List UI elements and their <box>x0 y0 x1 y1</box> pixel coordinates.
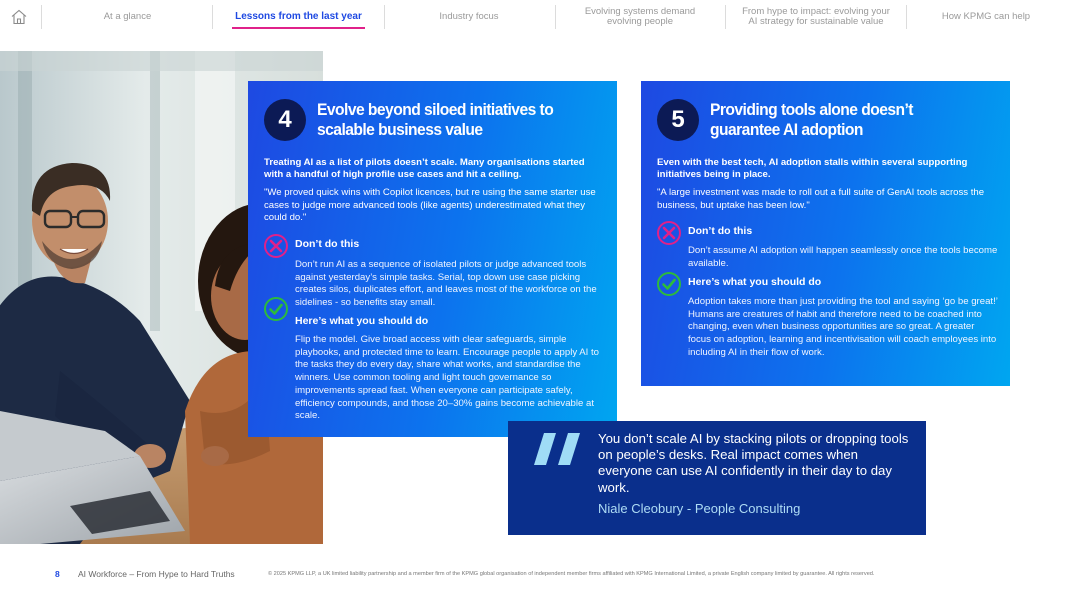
do-heading: Here’s what you should do <box>688 276 822 288</box>
do-body: Flip the model. Give broad access with clear safeguards, simple playbooks, and protected time to learn. Encourage people to apply AI to the tasks they do every day, share what works, and standardise the winners. Use common tooling and light touch governance so improvements spread fast. When everyone can participate safely, efficiency compounds, and those 20–30% gains become achievable at scale. <box>295 334 600 422</box>
check-icon <box>656 271 682 297</box>
card-lead: Treating AI as a list of pilots doesn’t scale. Many organisations started with a handful of high profile use cases and hit a ceiling. <box>264 157 585 180</box>
dont-heading: Don’t do this <box>688 225 753 237</box>
tab-from-hype-to-impact[interactable]: From hype to impact: evolving your AI strategy for sustainable value <box>742 6 890 27</box>
document-title: AI Workforce – From Hype to Hard Truths <box>78 569 235 579</box>
nav-divider <box>555 5 556 29</box>
pull-quote-author: Niale Cleobury - People Consulting <box>598 501 801 516</box>
tab-evolving-systems[interactable]: Evolving systems demand evolving people <box>584 6 696 27</box>
card-number-badge: 5 <box>657 99 699 141</box>
tab-how-kpmg-can-help[interactable]: How KPMG can help <box>941 11 1031 22</box>
page-number: 8 <box>55 569 60 579</box>
card-title: Evolve beyond siloed initiatives to scalable business value <box>317 100 554 139</box>
check-icon <box>263 296 289 322</box>
cross-icon <box>656 220 682 246</box>
quotation-marks-icon <box>534 433 586 473</box>
nav-divider <box>41 5 42 29</box>
top-navigation <box>0 0 1067 34</box>
lesson-card-4 <box>248 81 617 437</box>
do-body: Adoption takes more than just providing the tool and saying ‘go be great!’ Humans are creatures of habit and therefore need to be coached into changing, even when business opportunities are so great. A greater focus on adoption, learning and incentivisation will coach employees into including AI in their flow of work. <box>688 296 998 358</box>
card-quote: "We proved quick wins with Copilot licences, but re using the same starter use cases to judge more advanced tools (like agents) underestimated what they could do." <box>264 187 596 223</box>
card-lead: Even with the best tech, AI adoption stalls within several supporting initiatives being in place. <box>657 157 968 180</box>
dont-heading: Don’t do this <box>295 238 360 250</box>
dont-body: Don’t run AI as a sequence of isolated pilots or judge advanced tools against yesterday’s simple tasks. Serial, top down use case picking creates silos, duplicates effort, and leaves most of the workforce on the sidelines - so benefits stay small. <box>295 259 597 309</box>
pull-quote-text: You don’t scale AI by stacking pilots or dropping tools on people’s desks. Real impact comes when everyone can use AI confidently in their day to day work. <box>598 431 909 495</box>
pull-quote-box <box>508 421 926 535</box>
card-number-badge: 4 <box>264 99 306 141</box>
lesson-card-5 <box>641 81 1010 386</box>
legal-notice: © 2025 KPMG LLP, a UK limited liability partnership and a member firm of the KPMG global organisation of independent member firms affiliated with KPMG International Limited, a private English company limited by guarantee. All rights reserved. <box>268 571 875 577</box>
dont-body: Don’t assume AI adoption will happen seamlessly once the tools become available. <box>688 245 998 269</box>
tab-at-a-glance[interactable]: At a glance <box>103 11 152 22</box>
nav-divider <box>384 5 385 29</box>
home-icon[interactable] <box>10 8 28 26</box>
card-quote: "A large investment was made to roll out a full suite of GenAI tools across the business, but uptake has been low." <box>657 187 985 211</box>
footer <box>0 566 1067 582</box>
do-heading: Here’s what you should do <box>295 315 429 327</box>
nav-divider <box>212 5 213 29</box>
active-tab-underline <box>232 27 365 29</box>
nav-divider <box>906 5 907 29</box>
cross-icon <box>263 233 289 259</box>
tab-lessons-from-the-last-year[interactable]: Lessons from the last year <box>235 11 362 22</box>
tab-industry-focus[interactable]: Industry focus <box>439 11 499 22</box>
nav-divider <box>725 5 726 29</box>
card-title: Providing tools alone doesn’t guarantee AI adoption <box>710 100 913 139</box>
